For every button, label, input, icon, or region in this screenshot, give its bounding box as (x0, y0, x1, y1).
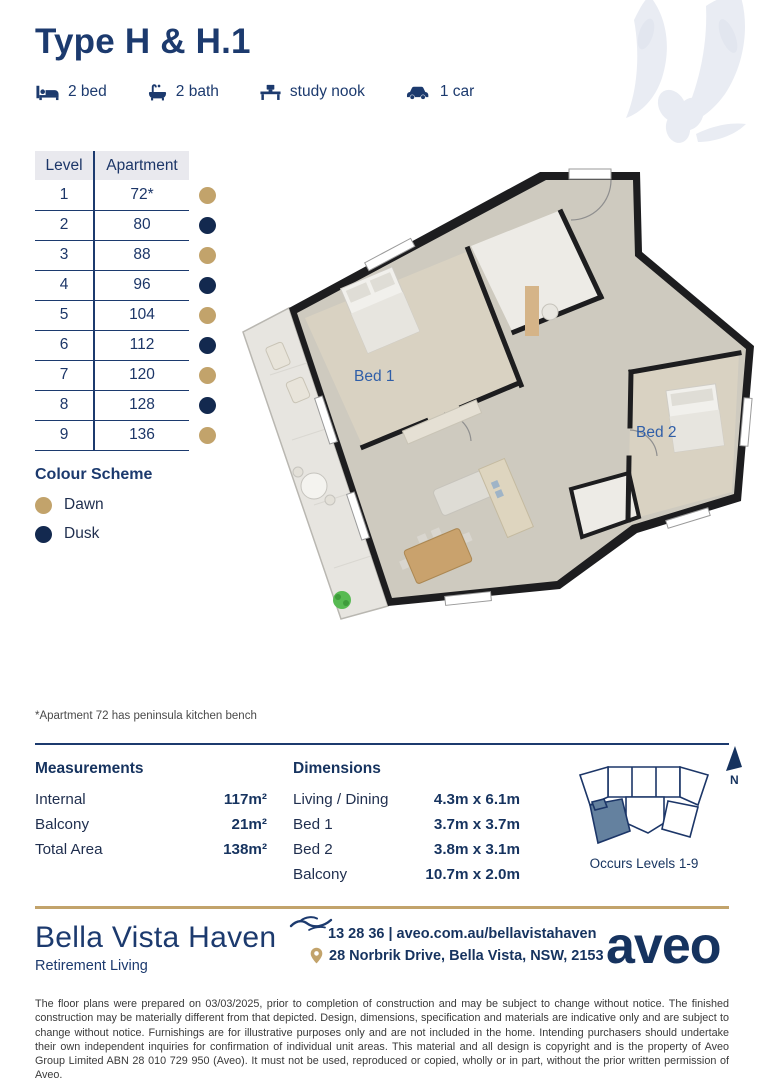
measurement-value: 138m² (223, 841, 267, 858)
apartment-cell: 72* (95, 180, 189, 211)
feature-car-label: 1 car (439, 82, 475, 100)
table-row (35, 420, 216, 450)
scheme-dot (199, 187, 216, 204)
legend-heading: Colour Scheme (35, 466, 153, 483)
apartment-cell: 104 (95, 300, 189, 331)
apartment-cell: 80 (95, 210, 189, 241)
apartment-cell: 128 (95, 390, 189, 421)
disclaimer-text: The floor plans were prepared on 03/03/2025, prior to completion of construction and may be subject to change without notice. The finished construction may be materially different from that depicted. Design, dimensions, specification and materials are indicative only and are subject to change without notice. Furnishings are for illustrative purposes only and are not included in the home. Intending purchasers should undertake their own independent inquiries for confirmation of individual unit areas. This material and all design is copyright and is the property of Aveo Group Limited ABN 28 010 729 950 (Aveo). It must not be used, reproduced or copied, wholly or in part, without the prior written permission of Aveo. (35, 998, 729, 1080)
level-cell: 6 (35, 330, 95, 361)
scheme-dot (199, 367, 216, 384)
legend-item-dusk (35, 525, 152, 543)
table-row (35, 360, 216, 390)
bed2-label: Bed 2 (636, 424, 677, 441)
measurement-row (35, 787, 267, 812)
dimension-value: 3.7m x 3.7m (433, 816, 520, 833)
table-row (35, 330, 216, 360)
decorative-leaf-motif (588, 0, 764, 162)
desk-icon (259, 83, 282, 101)
level-cell: 9 (35, 420, 95, 451)
measurements-heading: Measurements (35, 760, 144, 777)
measurement-value: 21m² (231, 816, 267, 833)
feature-bed-label: 2 bed (68, 82, 107, 100)
feature-study-label: study nook (289, 82, 365, 100)
level-cell: 3 (35, 240, 95, 271)
balcony-table (301, 473, 327, 499)
dimension-value: 10.7m x 2.0m (425, 866, 520, 883)
dimension-label: Bed 1 (293, 816, 333, 833)
dawn-dot (35, 497, 52, 514)
location-pin-icon (310, 947, 323, 964)
north-label: N (730, 773, 739, 786)
measurement-row (35, 837, 267, 862)
level-cell: 2 (35, 210, 95, 241)
aveo-logo: aveo (606, 917, 721, 975)
plant (333, 591, 351, 609)
measurement-value: 117m² (223, 791, 267, 808)
dimension-label: Bed 2 (293, 841, 333, 858)
scheme-dot (199, 247, 216, 264)
brand-block (35, 921, 276, 974)
table-row (35, 390, 216, 420)
car-icon (405, 83, 432, 100)
brand-subtitle: Retirement Living (35, 958, 148, 974)
table-row (35, 210, 216, 240)
key-plan-map (564, 753, 724, 849)
apartment-cell: 112 (95, 330, 189, 361)
dimension-label: Living / Dining (293, 791, 389, 808)
divider-gold (35, 906, 729, 909)
north-arrow (722, 744, 746, 786)
scheme-dot (199, 427, 216, 444)
measurement-label: Total Area (35, 841, 103, 858)
dawn-label: Dawn (64, 496, 104, 513)
dusk-dot (35, 526, 52, 543)
address-line (310, 947, 604, 964)
footnote: *Apartment 72 has peninsula kitchen bench (35, 710, 257, 722)
apartment-cell: 120 (95, 360, 189, 391)
scheme-dot (199, 277, 216, 294)
dusk-label: Dusk (64, 525, 100, 542)
dimensions-section (293, 760, 520, 887)
measurement-label: Balcony (35, 816, 90, 833)
dimension-row (293, 862, 520, 887)
measurements-section (35, 760, 267, 862)
scheme-dot (199, 307, 216, 324)
level-cell: 8 (35, 390, 95, 421)
colour-scheme-legend (35, 466, 152, 554)
floor-plan (230, 160, 764, 632)
feature-car (405, 83, 474, 101)
bed2-furniture (666, 384, 724, 452)
page-title: Type H & H.1 (35, 22, 251, 61)
level-cell: 5 (35, 300, 95, 331)
brand-name: Bella Vista Haven (35, 921, 277, 954)
measurement-label: Internal (35, 791, 86, 808)
phone-web: 13 28 36 | aveo.com.au/bellavistahaven (328, 926, 597, 942)
dimension-value: 3.8m x 3.1m (433, 841, 520, 858)
study-nook-desk (525, 286, 539, 336)
table-row (35, 240, 216, 270)
table-row (35, 180, 216, 210)
dimension-row (293, 812, 520, 837)
bed-icon (35, 83, 60, 101)
feature-summary (35, 82, 474, 101)
divider-navy (35, 743, 729, 745)
contact-block (310, 926, 604, 964)
key-plan-caption: Occurs Levels 1-9 (589, 856, 699, 871)
feature-study-nook (259, 83, 365, 101)
dimension-row (293, 787, 520, 812)
header-apartment: Apartment (95, 151, 189, 180)
apartment-table (35, 151, 216, 450)
header-level: Level (35, 151, 95, 180)
dimension-row (293, 837, 520, 862)
legend-item-dawn (35, 496, 152, 514)
address-text: 28 Norbrik Drive, Bella Vista, NSW, 2153 (329, 947, 604, 964)
bath-icon (147, 82, 168, 101)
table-header (35, 151, 216, 180)
dimensions-heading: Dimensions (293, 760, 381, 777)
bed1-label: Bed 1 (354, 368, 395, 385)
key-plan (558, 753, 730, 871)
apartment-cell: 96 (95, 270, 189, 301)
level-cell: 4 (35, 270, 95, 301)
level-cell: 7 (35, 360, 95, 391)
scheme-dot (199, 337, 216, 354)
apartment-cell: 136 (95, 420, 189, 451)
dimension-label: Balcony (293, 866, 348, 883)
feature-bath (147, 82, 219, 101)
table-row (35, 270, 216, 300)
scheme-dot (199, 217, 216, 234)
feature-bath-label: 2 bath (175, 82, 219, 100)
dimension-value: 4.3m x 6.1m (433, 791, 520, 808)
feature-bed (35, 83, 107, 101)
measurement-row (35, 812, 267, 837)
table-row (35, 300, 216, 330)
apartment-cell: 88 (95, 240, 189, 271)
level-cell: 1 (35, 180, 95, 211)
scheme-dot (199, 397, 216, 414)
